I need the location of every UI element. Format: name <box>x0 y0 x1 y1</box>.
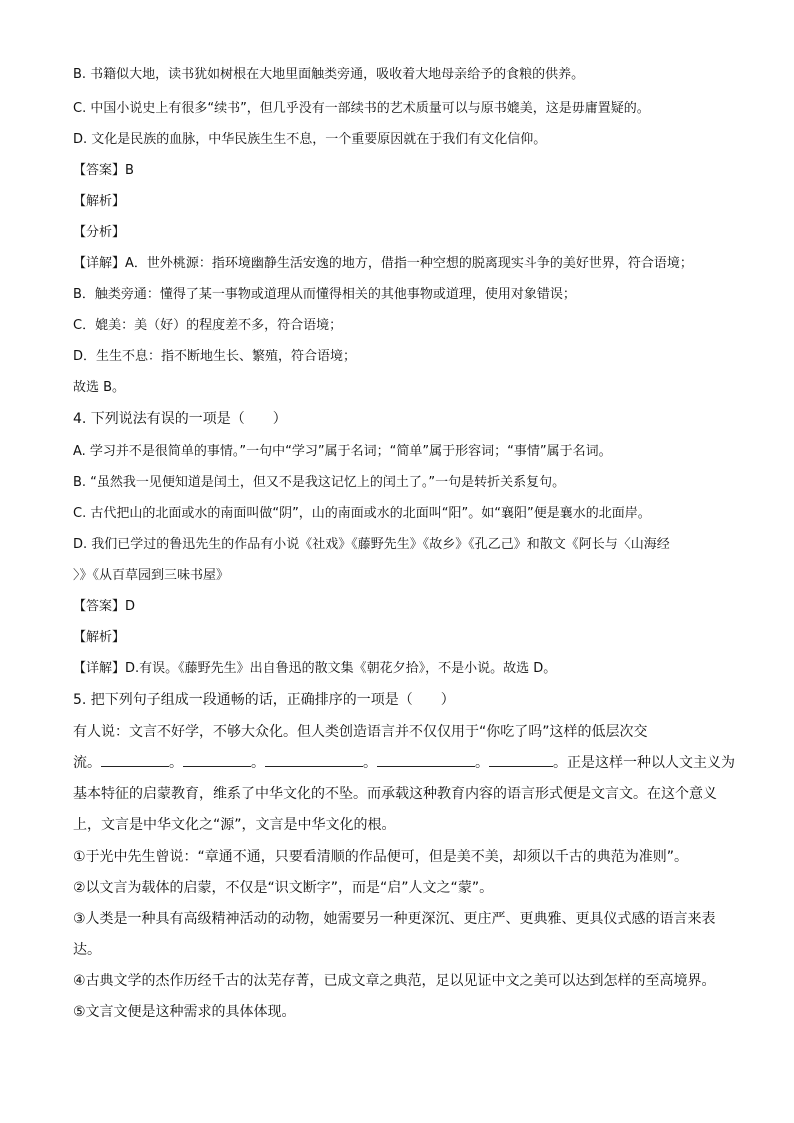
passage-text: 。正是这样一种以人文主义为 <box>553 755 735 771</box>
answer-label-2: 【答案】D <box>73 599 136 614</box>
blank-3 <box>265 754 363 767</box>
question-4: 4. 下列说法有误的一项是（ ） <box>73 411 287 427</box>
q5-passage-3: 基本特征的启蒙教育，维系了中华文化的不坠。而承载这种教育内容的语言形式便是文言文。在这个意义 <box>73 786 717 802</box>
q5-passage-2 <box>73 754 735 772</box>
passage-text: 。 <box>169 755 183 771</box>
passage-text: 。 <box>363 755 377 771</box>
blank-4 <box>377 754 475 767</box>
q5-sentence-1: ①于光中先生曾说：“章通不通，只要看清顺的作品便可，但是美不美，却须以千古的典范为准则”。 <box>73 849 689 865</box>
analysis-label-2: 【解析】 <box>73 630 126 645</box>
blank-1 <box>101 754 169 767</box>
q4-option-d: D. 我们已学过的鲁迅先生的作品有小说《社戏》《藤野先生》《故乡》《孔乙己》和散文《阿长与〈山海经 <box>73 537 670 552</box>
option-b-text: B. 书籍似大地，读书犹如树根在大地里面触类旁通，吸收着大地母亲给予的食粮的供养。 <box>73 67 585 82</box>
detail-a: 【详解】A．世外桃源：指环境幽静生活安逸的地方，借指一种空想的脱离现实斗争的美好世界，符合语境； <box>73 256 693 271</box>
detail-d: D．生生不息：指不断地生长、繁殖，符合语境； <box>73 349 357 364</box>
detail-c: C．媲美：美（好）的程度差不多，符合语境； <box>73 318 343 333</box>
answer-label: 【答案】B <box>73 163 134 178</box>
passage-text: 。 <box>251 755 265 771</box>
q4-option-b: B. “虽然我一见便知道是闰土，但又不是我这记忆上的闰土了。”一句是转折关系复句。 <box>73 475 566 490</box>
question-5: 5. 把下列句子组成一段通畅的话，正确排序的一项是（ ） <box>73 692 455 708</box>
conclusion: 故选 B。 <box>73 380 126 395</box>
q4-option-a: A. 学习并不是很简单的事情。”一句中“学习”属于名词；“简单”属于形容词；“事情”属于名词。 <box>73 444 612 459</box>
q5-sentence-5: ⑤文言文便是这种需求的具体体现。 <box>73 1004 296 1020</box>
q5-passage-1: 有人说：文言不好学，不够大众化。但人类创造语言并不仅仅用于“你吃了吗”这样的低层次交 <box>73 724 648 740</box>
passage-text: 流。 <box>73 755 101 771</box>
q4-option-d-cont: 〉》《从百草园到三味书屋》 <box>73 568 230 583</box>
q5-sentence-2: ②以文言为载体的启蒙，不仅是“识文断字”，而是“启”人文之“蒙”。 <box>73 880 494 896</box>
q5-sentence-3: ③人类是一种具有高级精神活动的动物，她需要另一种更深沉、更庄严、更典雅、更具仪式感的语言来表 <box>73 911 716 927</box>
option-d-text: D. 文化是民族的血脉，中华民族生生不息，一个重要原因就在于我们有文化信仰。 <box>73 132 547 147</box>
fenxi-label: 【分析】 <box>73 225 126 240</box>
detail-b: B．触类旁通：懂得了某一事物或道理从而懂得相关的其他事物或道理，使用对象错误； <box>73 287 576 302</box>
q5-sentence-4: ④古典文学的杰作历经千古的汰芜存菁，已成文章之典范，足以见证中文之美可以达到怎样的至高境界。 <box>73 973 716 989</box>
option-c-text: C. 中国小说史上有很多“续书”，但几乎没有一部续书的艺术质量可以与原书媲美，这是毋庸置疑的。 <box>73 101 650 116</box>
detail-q4: 【详解】D.有误。《藤野先生》出自鲁迅的散文集《朝花夕拾》，不是小说。故选 D。 <box>73 661 557 676</box>
blank-2 <box>183 754 251 767</box>
q5-sentence-3-cont: 达。 <box>73 942 101 958</box>
passage-text: 。 <box>475 755 489 771</box>
q5-passage-4: 上，文言是中华文化之“源”，文言是中华文化的根。 <box>73 817 396 833</box>
analysis-label: 【解析】 <box>73 194 126 209</box>
blank-5 <box>489 754 553 767</box>
q4-option-c: C. 古代把山的北面或水的南面叫做“阴”，山的南面或水的北面叫“阳”。如“襄阳”便是襄水的北面岸。 <box>73 506 651 521</box>
